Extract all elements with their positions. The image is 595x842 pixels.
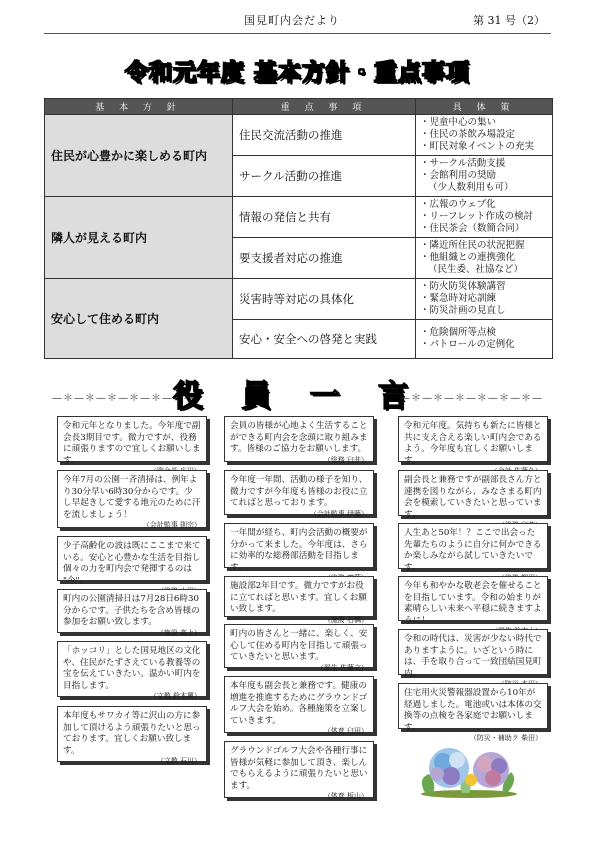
measures-cell <box>416 197 553 238</box>
issue-number: 第 31 号（2） <box>473 14 545 27</box>
message-text: 今年も和やかな敬老会を催せることを目指しています。令和の始まりが素晴らしい未来へ平穏に続きますように！ <box>404 581 542 626</box>
priority-cell: サークル活動の推進 <box>233 156 416 197</box>
decorative-dashes-right: —＊—＊—＊—＊—＊—＊— <box>400 393 543 404</box>
message-text: 令和元年となりました。今年度で副会長3期目です。微力ですが、役務に頑張りますので宜しくお願いします。 <box>63 421 201 466</box>
message-text: 令和元年度。気持ちも新たに皆様と共に支え合える楽しい町内会であるよう。今年度も宜しくお願いします。 <box>404 421 542 466</box>
message-text: 少子高齢化の波は既にここまで来ている。安心と心豊かな生活を目指し個々の力を町内会で発揮するのは "今"。 <box>63 541 201 586</box>
message-signature: （施設 高上） <box>156 628 201 637</box>
measure-item: ・危険個所等点検 <box>420 327 497 338</box>
message-text: 町内の公園清掃日は7月28日6時30分からです。子供たちを含め皆様の参加をお願い致します。 <box>63 594 200 627</box>
policy-cell: 住民が心豊かに楽しめる町内 <box>45 115 233 197</box>
message-text: 今年度一年間、活動の様子を知り、微力ですが今年度も皆様のお役に立てればと思っております。 <box>230 475 368 508</box>
message-text: グラウンドゴルフ大会や各種行事に皆様が気軽に参加して頂き、楽しんでもらえるように頑張りたいと思います。 <box>230 746 368 791</box>
policy-cell: 安心して住める町内 <box>45 279 233 359</box>
measure-item: ・広報のウェブ化 <box>420 199 496 210</box>
message-box <box>57 470 207 528</box>
newsletter-name: 国見町内会だより <box>244 14 340 27</box>
message-box <box>398 470 548 520</box>
message-text: 本年度もサワカイ等に沢山の方に参加して頂けるよう頑張りたいと思っております。宜しくお願い致します。 <box>63 711 201 756</box>
message-signature: （文教 石川） <box>156 757 201 765</box>
measure-item: ・会館利用の奨励 <box>420 170 497 181</box>
table-row <box>45 279 553 320</box>
message-text: 本年度も副会長と兼務です。健康の増進を推進するためにグラウンドゴルフ大会を始め。各種施策を立案していきます。 <box>230 681 368 726</box>
priority-cell: 住民交流活動の推進 <box>233 115 416 156</box>
message-box <box>57 536 207 586</box>
measure-item: ・防災計画の見直し <box>420 305 506 316</box>
measure-item: ・サークル活動支援 <box>420 158 506 169</box>
message-signature: （厚生 佐藤文） <box>316 663 368 672</box>
message-box <box>57 416 207 466</box>
hydrangea-illustration <box>407 738 537 798</box>
message-signature: （会計監事 則宗） <box>142 521 201 529</box>
decorative-dashes-left: —＊—＊—＊—＊—＊—＊— <box>52 393 195 404</box>
message-box <box>398 523 548 573</box>
priority-cell: 安心・安全への啓発と実践 <box>233 320 416 359</box>
message-signature: （体育 臼田） <box>323 727 368 735</box>
measures-cell <box>416 320 553 359</box>
message-text: 住宅用火災警報器設置から10年が経過しました。電池或いは本体の交換等の点検を各家庭でお願いします。 <box>404 688 542 733</box>
message-signature: （総務 臼井） <box>323 455 368 464</box>
message-text: 副会長と兼務ですが副部長さん方と連携を図りながら、みなさまる町内会を模索していきたいと思っています。 <box>404 475 542 520</box>
message-signature: （施設 石橋） <box>323 615 368 624</box>
measure-item: ・隣近所住民の状況把握 <box>420 240 525 251</box>
priority-cell: 災害時等対応の具体化 <box>233 279 416 320</box>
measure-item: ・住民茶会（数簡合同） <box>420 223 525 234</box>
column-header-measures: 具 体 策 <box>416 99 553 115</box>
priority-cell: 要支援者対応の推進 <box>233 238 416 279</box>
message-text: 施設部2年目です。微力ですがお役に立てればと思います。宜しくお願い致します。 <box>230 581 367 614</box>
priority-cell: 情報の発信と共有 <box>233 197 416 238</box>
measure-item: ・緊急時対応訓練 <box>420 293 497 304</box>
table-header-row <box>45 99 553 115</box>
message-signature: （体育 板山） <box>323 792 368 800</box>
measures-cell <box>416 238 553 279</box>
message-box <box>224 741 374 798</box>
section-heading: 役 員 一 言 <box>172 379 423 414</box>
column-header-policy: 基 本 方 針 <box>45 99 233 115</box>
message-box <box>224 676 374 733</box>
message-box <box>57 706 207 765</box>
measure-item: ・リーフレット作成の検討 <box>420 211 534 222</box>
measure-item: （民生委、社協など） <box>428 264 524 275</box>
message-box <box>57 641 207 700</box>
measure-item: ・町民対象イベントの充実 <box>420 141 535 152</box>
message-text: 令和の時代は、災害が少ない時代でありますように。いざという時には、手を取り合って一致団結国見町内。 <box>404 634 542 679</box>
message-signature: （文教 鈴木興） <box>149 692 201 700</box>
policy-table <box>44 98 553 359</box>
message-box <box>224 470 374 518</box>
measure-item: （少人数利用も可） <box>428 182 514 193</box>
message-box <box>224 416 374 462</box>
measure-item: ・他組織との連携強化 <box>420 252 516 263</box>
message-text: 人生あと50年！？ここで出会った先輩たちのように自分に何かできるか楽しみながら試していきたいです。 <box>404 528 542 573</box>
message-box <box>398 629 548 679</box>
measure-item: ・パトロールの定例化 <box>420 339 515 350</box>
message-box <box>398 576 548 626</box>
message-box <box>57 589 207 637</box>
measures-cell <box>416 279 553 320</box>
message-text: 「ホッコリ」とした国見地区の文化や、住民がたずさえている教養等の宝を伝えていきたい。温かい町内を目指します。 <box>63 646 201 691</box>
policy-cell: 隣人が見える町内 <box>45 197 233 279</box>
page-title: 令和元年度 基本方針・重点事項 <box>124 60 470 86</box>
table-row <box>45 115 553 156</box>
table-row <box>45 197 553 238</box>
message-box <box>224 624 374 672</box>
column-header-priority: 重 点 事 項 <box>233 99 416 115</box>
message-text: 今年7月の公園一斉清掃は、例年より30分早い6時30分からです。少し早起きして愛する地元のために汗を流しましょう！ <box>63 475 201 520</box>
message-box <box>224 523 374 573</box>
measures-cell <box>416 156 553 197</box>
message-signature: （会計監事 伊藤） <box>309 509 368 518</box>
message-text: 会員の皆様が心地よく生活することができる町内会を念頭に取り組みます。皆様のご協力をお願いします。 <box>230 421 368 454</box>
header-rule <box>44 33 551 34</box>
message-box <box>398 416 548 466</box>
measure-item: ・児童中心の集い <box>420 117 497 128</box>
message-box <box>398 683 548 742</box>
measures-cell <box>416 115 553 156</box>
measure-item: ・防火防災体験講習 <box>420 281 506 292</box>
message-signature: （防災・補助ク 柴田） <box>469 734 542 742</box>
message-text: 町内の皆さんと一緒に、楽しく、安心して住める町内を目指して頑張っていきたいと思います。 <box>230 629 368 662</box>
message-text: 一年間が経ち、町内会活動の概要が分かって来ました。今年度は、さらに効率的な総務部活動を目指します。 <box>230 528 368 573</box>
officers-section-header <box>40 371 555 414</box>
message-box <box>224 576 374 624</box>
measure-item: ・住民の茶飲み場設定 <box>420 129 516 140</box>
